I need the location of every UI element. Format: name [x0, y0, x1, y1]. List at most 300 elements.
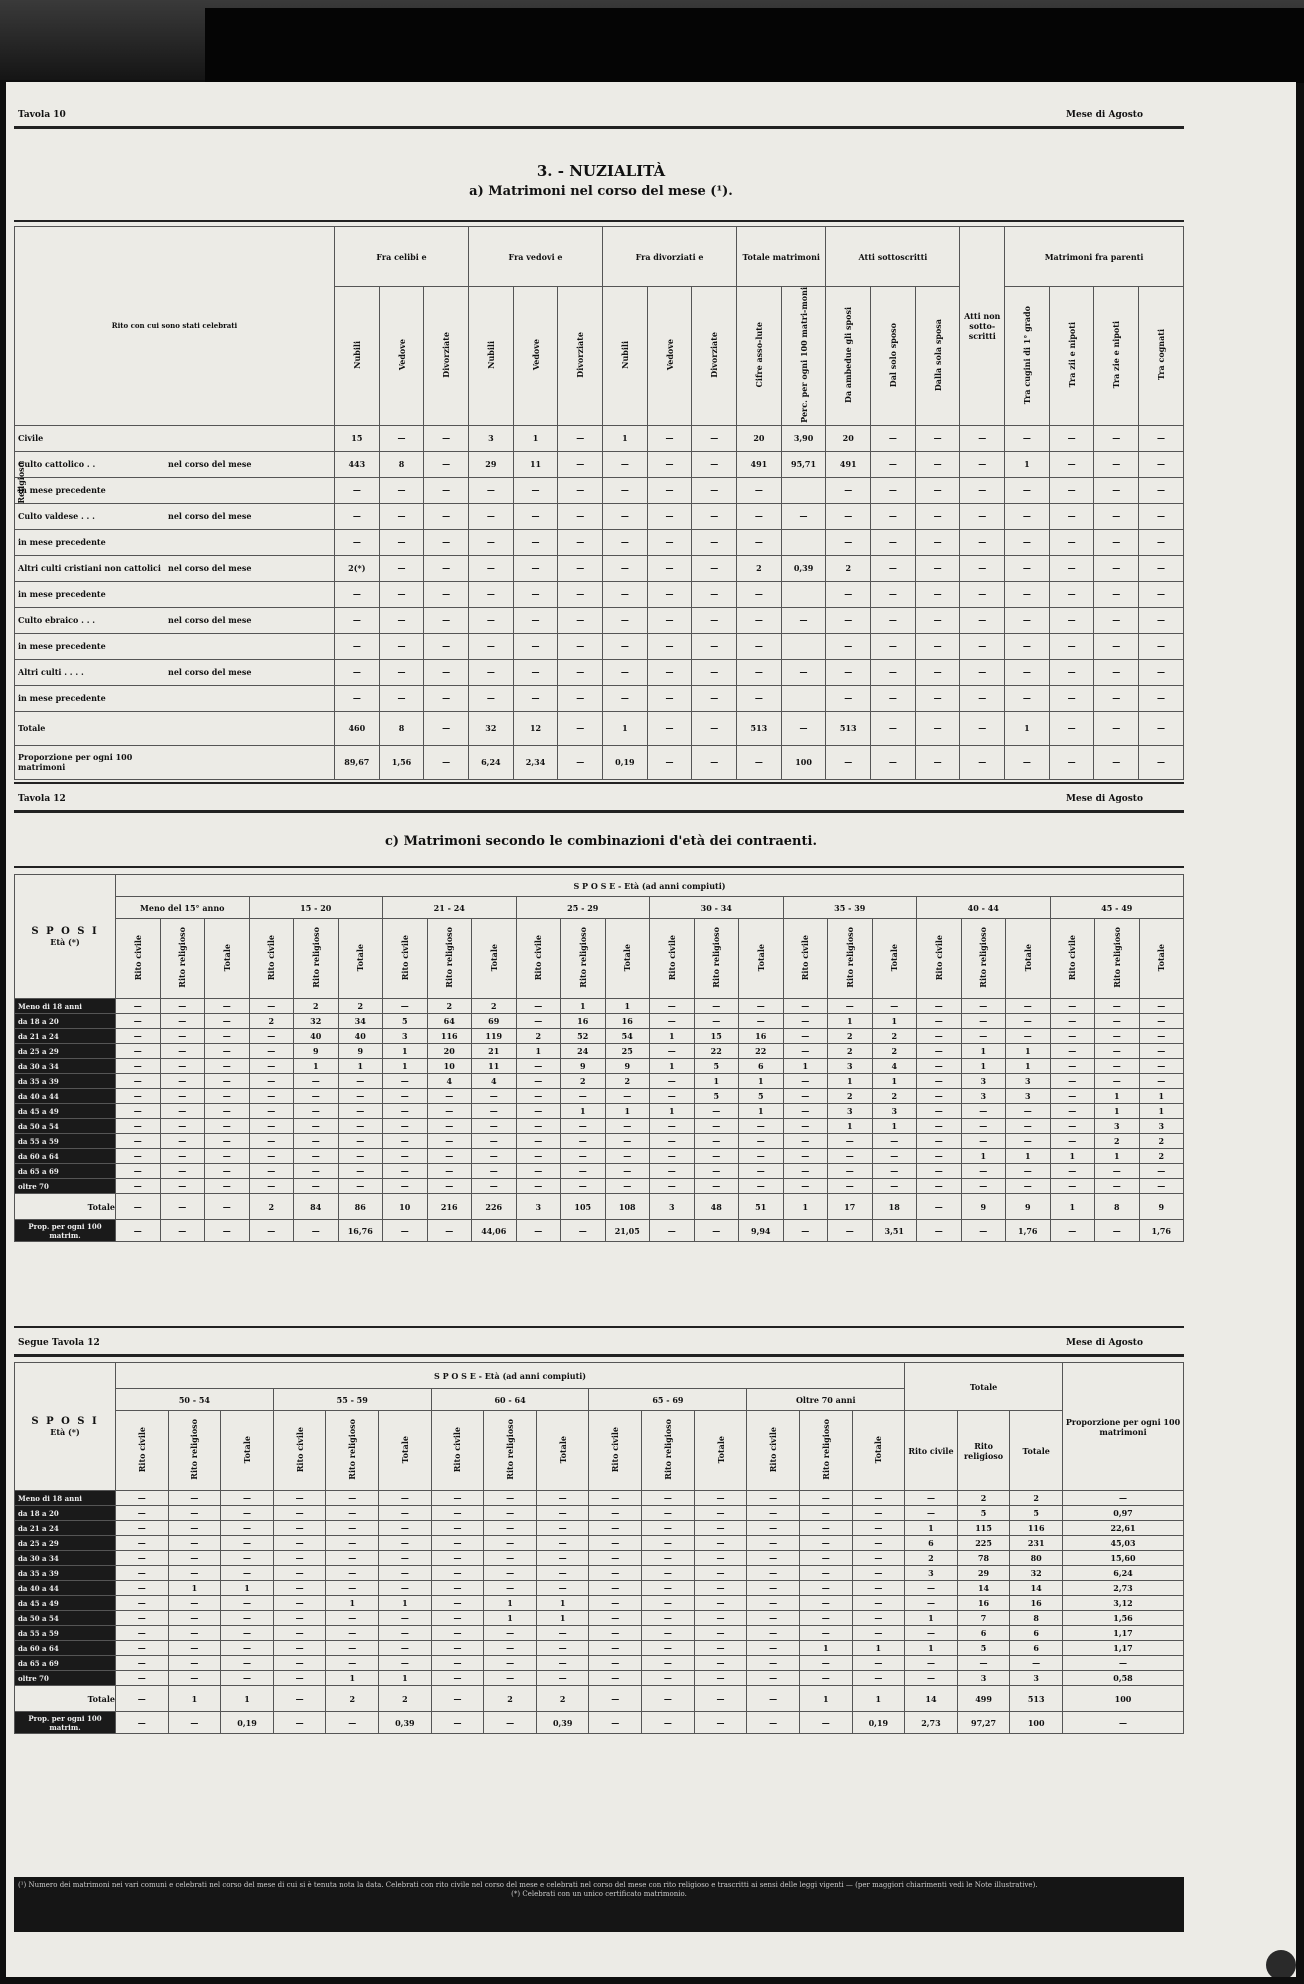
value-cell: —: [739, 1179, 784, 1194]
value-cell: —: [852, 1506, 905, 1521]
age-label: oltre 70: [15, 1179, 116, 1194]
value-cell: —: [469, 503, 514, 529]
column-header: Totale: [488, 943, 499, 972]
total-cell: 216: [427, 1194, 472, 1220]
value-cell: —: [960, 555, 1005, 581]
value-cell: —: [1139, 477, 1184, 503]
value-cell: —: [168, 1491, 221, 1506]
value-cell: —: [694, 999, 739, 1014]
value-cell: —: [424, 659, 469, 685]
age-label: da 65 a 69: [15, 1164, 116, 1179]
value-cell: 1: [828, 1014, 873, 1029]
value-cell: —: [872, 999, 917, 1014]
column-header: [872, 919, 917, 999]
header-row: [15, 1363, 1184, 1389]
value-cell: —: [1139, 1059, 1184, 1074]
column-header: [917, 919, 962, 999]
age-group-header: 15 - 20: [249, 897, 383, 919]
value-cell: —: [828, 999, 873, 1014]
column-header: [536, 1411, 589, 1491]
value-cell: —: [273, 1596, 326, 1611]
total-cell: —: [431, 1686, 484, 1712]
value-cell: —: [871, 633, 916, 659]
value-cell: —: [273, 1611, 326, 1626]
value-cell: —: [605, 1089, 650, 1104]
value-cell: —: [589, 1521, 642, 1536]
value-cell: 1: [221, 1581, 274, 1596]
value-cell: —: [783, 1089, 828, 1104]
value-cell: —: [694, 1641, 747, 1656]
value-cell: —: [647, 425, 692, 451]
value-cell: —: [694, 1536, 747, 1551]
value-cell: —: [273, 1566, 326, 1581]
value-cell: —: [783, 999, 828, 1014]
total-cell: 2: [379, 1686, 432, 1712]
proportion-cell: —: [799, 1712, 852, 1734]
value-cell: —: [1049, 451, 1094, 477]
value-cell: —: [379, 581, 424, 607]
value-cell: —: [536, 1536, 589, 1551]
value-cell: —: [221, 1566, 274, 1581]
value-cell: 7: [957, 1611, 1010, 1626]
value-cell: —: [1005, 555, 1050, 581]
value-cell: —: [692, 581, 737, 607]
value-cell: —: [852, 1536, 905, 1551]
column-header: [1049, 287, 1094, 426]
age-label: da 45 a 49: [15, 1596, 116, 1611]
total-cell: —: [694, 1686, 747, 1712]
column-header: [739, 919, 784, 999]
value-cell: —: [650, 1014, 695, 1029]
column-header: [561, 919, 606, 999]
value-cell: —: [536, 1641, 589, 1656]
value-cell: —: [694, 1596, 747, 1611]
value-cell: —: [249, 1164, 294, 1179]
column-header: [160, 919, 205, 999]
value-cell: —: [960, 529, 1005, 555]
table-row: [15, 1551, 1184, 1566]
value-cell: —: [273, 1536, 326, 1551]
value-cell: —: [1139, 1074, 1184, 1089]
column-header: Rito religioso: [177, 927, 188, 988]
value-cell: —: [694, 1521, 747, 1536]
value-cell: —: [516, 1104, 561, 1119]
total-cell: 17: [828, 1194, 873, 1220]
table-row: [15, 633, 1184, 659]
value-cell: 1: [168, 1581, 221, 1596]
column-header: Nubili: [619, 341, 630, 369]
value-cell: —: [1094, 451, 1139, 477]
value-cell: —: [589, 1581, 642, 1596]
column-header: [647, 287, 692, 426]
age-label: da 55 a 59: [15, 1134, 116, 1149]
value-cell: —: [917, 1089, 962, 1104]
total-cell: 3: [516, 1194, 561, 1220]
column-header: Totale: [889, 943, 900, 972]
rite-period: nel corso del mese: [168, 511, 252, 522]
value-cell: —: [1139, 1014, 1184, 1029]
value-cell: —: [783, 1029, 828, 1044]
value-cell: —: [516, 1164, 561, 1179]
value-cell: —: [116, 1536, 169, 1551]
rite-name: Culto cattolico . .: [18, 459, 96, 470]
value-cell: —: [558, 503, 603, 529]
value-cell: —: [431, 1626, 484, 1641]
value-cell: —: [294, 1119, 339, 1134]
value-cell: 1: [605, 999, 650, 1014]
column-header: [781, 287, 826, 426]
total-cell: 48: [694, 1194, 739, 1220]
proportion-cell: 0,19: [852, 1712, 905, 1734]
column-header: Rito religioso: [444, 927, 455, 988]
group-row: [15, 897, 1184, 919]
table-row: [15, 685, 1184, 711]
value-cell: —: [431, 1536, 484, 1551]
value-cell: —: [326, 1506, 379, 1521]
value-cell: —: [642, 1641, 695, 1656]
column-header: [205, 919, 250, 999]
value-cell: 2: [516, 1029, 561, 1044]
value-cell: —: [335, 581, 380, 607]
total-cell: 1: [783, 1194, 828, 1220]
proportion-cell: 9,94: [739, 1220, 784, 1242]
value-cell: —: [379, 1521, 432, 1536]
value-cell: —: [871, 503, 916, 529]
table-row: [15, 1536, 1184, 1551]
value-cell: —: [917, 1134, 962, 1149]
value-cell: —: [1095, 999, 1140, 1014]
value-cell: —: [826, 633, 871, 659]
document-page: [6, 82, 1296, 1977]
value-cell: —: [1094, 555, 1139, 581]
column-header: [335, 287, 380, 426]
value-cell: —: [647, 745, 692, 779]
value-cell: —: [739, 1014, 784, 1029]
value-cell: —: [603, 685, 648, 711]
proportion-label: Prop. per ogni 100 matrim.: [15, 1712, 116, 1734]
value-cell: —: [431, 1491, 484, 1506]
value-cell: —: [589, 1671, 642, 1686]
value-cell: —: [424, 607, 469, 633]
table-row: [15, 1119, 1184, 1134]
rule: [14, 782, 1184, 784]
value-cell: —: [747, 1656, 800, 1671]
value-cell: —: [917, 1074, 962, 1089]
table-number-left: Segue Tavola 12: [18, 1338, 100, 1348]
value-cell: —: [427, 1119, 472, 1134]
value-cell: —: [221, 1671, 274, 1686]
age-label: da 18 a 20: [15, 1014, 116, 1029]
total-cell: 1: [799, 1686, 852, 1712]
table-row: [15, 1656, 1184, 1671]
value-cell: —: [249, 1044, 294, 1059]
value-cell: 3: [957, 1671, 1010, 1686]
total-cell: 100: [1063, 1686, 1184, 1712]
value-cell: —: [917, 999, 962, 1014]
value-cell: —: [1050, 1089, 1095, 1104]
total-cell: 9: [961, 1194, 1006, 1220]
value-cell: —: [168, 1521, 221, 1536]
value-cell: —: [747, 1566, 800, 1581]
value-cell: 225: [957, 1536, 1010, 1551]
column-header: [294, 919, 339, 999]
value-cell: —: [871, 451, 916, 477]
total-cell: 8: [1095, 1194, 1140, 1220]
value-cell: —: [915, 607, 960, 633]
age-label: da 55 a 59: [15, 1626, 116, 1641]
value-cell: —: [1095, 1074, 1140, 1089]
value-cell: —: [536, 1521, 589, 1536]
value-cell: 1: [872, 1074, 917, 1089]
value-cell: —: [469, 529, 514, 555]
value-cell: —: [828, 1179, 873, 1194]
value-cell: —: [424, 581, 469, 607]
value-cell: 3: [1006, 1089, 1051, 1104]
table-row: [15, 1044, 1184, 1059]
value-cell: —: [427, 1104, 472, 1119]
value-cell: —: [917, 1059, 962, 1074]
value-cell: 6,24: [469, 745, 514, 779]
value-cell: —: [379, 503, 424, 529]
value-cell: —: [116, 1179, 161, 1194]
proportion-cell: —: [642, 1712, 695, 1734]
value-cell: 119: [472, 1029, 517, 1044]
value-cell: 1,56: [379, 745, 424, 779]
value-cell: —: [116, 1521, 169, 1536]
proportion-cell: 44,06: [472, 1220, 517, 1242]
value-cell: —: [205, 999, 250, 1014]
table-row: [15, 711, 1184, 745]
value-cell: —: [1050, 1119, 1095, 1134]
value-cell: 1: [872, 1119, 917, 1134]
value-cell: —: [915, 425, 960, 451]
column-header: Totale: [355, 943, 366, 972]
value-cell: —: [516, 1179, 561, 1194]
column-header: Rito civile: [666, 934, 677, 981]
value-cell: —: [516, 1119, 561, 1134]
value-cell: —: [1139, 999, 1184, 1014]
value-cell: —: [694, 1164, 739, 1179]
value-cell: —: [513, 581, 558, 607]
value-cell: —: [747, 1611, 800, 1626]
marriages-table: [14, 226, 1184, 780]
column-header: Rito civile: [452, 1426, 463, 1473]
value-cell: —: [1049, 503, 1094, 529]
value-cell: —: [961, 1134, 1006, 1149]
value-cell: 1: [326, 1671, 379, 1686]
value-cell: 2: [872, 1029, 917, 1044]
value-cell: —: [642, 1521, 695, 1536]
rite-label: [15, 425, 335, 451]
value-cell: —: [1139, 451, 1184, 477]
value-cell: —: [168, 1536, 221, 1551]
value-cell: —: [783, 1179, 828, 1194]
column-header: [603, 287, 648, 426]
rite-label: [15, 745, 335, 779]
subtitle-c: c) Matrimoni secondo le combinazioni d'età dei contraenti.: [385, 834, 817, 849]
table-row: [15, 1134, 1184, 1149]
value-cell: —: [1050, 1134, 1095, 1149]
value-cell: 1: [905, 1641, 958, 1656]
value-cell: —: [1095, 1029, 1140, 1044]
value-cell: —: [513, 503, 558, 529]
value-cell: —: [160, 999, 205, 1014]
value-cell: —: [799, 1536, 852, 1551]
value-cell: 0,58: [1063, 1671, 1184, 1686]
value-cell: 2: [905, 1551, 958, 1566]
total-cell: —: [160, 1194, 205, 1220]
column-header: [1094, 287, 1139, 426]
value-cell: —: [589, 1566, 642, 1581]
column-header: [737, 287, 782, 426]
value-cell: —: [960, 685, 1005, 711]
column-header: Dalla sola sposa: [932, 318, 943, 391]
total-cell: 18: [872, 1194, 917, 1220]
column-header: Rito religioso: [1111, 927, 1122, 988]
value-cell: —: [294, 1149, 339, 1164]
value-cell: —: [379, 1506, 432, 1521]
column-header: [338, 919, 383, 999]
proportion-cell: —: [484, 1712, 537, 1734]
value-cell: —: [692, 425, 737, 451]
proportion-cell: —: [1095, 1220, 1140, 1242]
value-cell: 1: [799, 1641, 852, 1656]
value-cell: 1: [1006, 1059, 1051, 1074]
value-cell: —: [872, 1149, 917, 1164]
value-cell: —: [427, 1134, 472, 1149]
value-cell: —: [737, 607, 782, 633]
value-cell: 9: [561, 1059, 606, 1074]
value-cell: —: [221, 1491, 274, 1506]
column-header: Totale: [399, 1435, 410, 1464]
value-cell: 1: [1139, 1089, 1184, 1104]
value-cell: —: [469, 659, 514, 685]
value-cell: 2(*): [335, 555, 380, 581]
value-cell: —: [1049, 607, 1094, 633]
value-cell: 1: [905, 1611, 958, 1626]
column-header: [605, 919, 650, 999]
value-cell: —: [273, 1671, 326, 1686]
value-cell: —: [1006, 1014, 1051, 1029]
value-cell: [781, 633, 826, 659]
value-cell: —: [558, 477, 603, 503]
age-label: da 45 a 49: [15, 1104, 116, 1119]
value-cell: —: [1094, 477, 1139, 503]
column-header: Rito civile: [610, 1426, 621, 1473]
value-cell: —: [694, 1566, 747, 1581]
value-cell: 22,61: [1063, 1521, 1184, 1536]
value-cell: —: [642, 1611, 695, 1626]
value-cell: —: [383, 1104, 428, 1119]
value-cell: —: [249, 1074, 294, 1089]
value-cell: —: [826, 477, 871, 503]
proportion-cell: 0,39: [379, 1712, 432, 1734]
column-header: Vedove: [664, 339, 675, 371]
total-label: Totale: [15, 1194, 116, 1220]
value-cell: —: [221, 1641, 274, 1656]
value-cell: —: [747, 1506, 800, 1521]
value-cell: —: [484, 1641, 537, 1656]
group-header: Fra vedovi e: [469, 227, 603, 287]
value-cell: 2: [1095, 1134, 1140, 1149]
value-cell: 95,71: [781, 451, 826, 477]
proportion-cell: 2,73: [905, 1712, 958, 1734]
column-header: Divorziate: [709, 332, 720, 378]
value-cell: 1: [379, 1671, 432, 1686]
value-cell: 21: [472, 1044, 517, 1059]
value-cell: —: [694, 1551, 747, 1566]
value-cell: [781, 529, 826, 555]
value-cell: —: [379, 1581, 432, 1596]
value-cell: —: [589, 1536, 642, 1551]
age-label: da 40 a 44: [15, 1581, 116, 1596]
value-cell: —: [1139, 1029, 1184, 1044]
total-cell: 9: [1006, 1194, 1051, 1220]
value-cell: —: [379, 425, 424, 451]
value-cell: —: [168, 1596, 221, 1611]
value-cell: —: [1063, 1656, 1184, 1671]
value-cell: 513: [826, 711, 871, 745]
value-cell: —: [871, 529, 916, 555]
column-header: Totale: [755, 943, 766, 972]
value-cell: —: [603, 581, 648, 607]
value-cell: —: [603, 503, 648, 529]
column-header: Divorziate: [575, 332, 586, 378]
value-cell: —: [513, 477, 558, 503]
value-cell: —: [961, 1014, 1006, 1029]
total-cell: 226: [472, 1194, 517, 1220]
column-header: Rito civile: [768, 1426, 779, 1473]
column-header: [427, 919, 472, 999]
table-row: [15, 1521, 1184, 1536]
value-cell: —: [379, 1641, 432, 1656]
column-header: Totale: [622, 943, 633, 972]
value-cell: 6: [957, 1626, 1010, 1641]
subtitle-a: a) Matrimoni nel corso del mese (¹).: [469, 184, 733, 199]
value-cell: —: [783, 1014, 828, 1029]
value-cell: —: [1094, 607, 1139, 633]
value-cell: —: [692, 711, 737, 745]
value-cell: —: [852, 1611, 905, 1626]
value-cell: —: [273, 1506, 326, 1521]
value-cell: —: [326, 1566, 379, 1581]
value-cell: 3: [828, 1104, 873, 1119]
rite-label: [15, 529, 335, 555]
value-cell: —: [915, 555, 960, 581]
proportion-cell: 0,39: [536, 1712, 589, 1734]
value-cell: —: [739, 1119, 784, 1134]
value-cell: 1: [379, 1596, 432, 1611]
value-cell: —: [221, 1626, 274, 1641]
value-cell: —: [747, 1626, 800, 1641]
value-cell: —: [116, 1551, 169, 1566]
value-cell: —: [326, 1641, 379, 1656]
value-cell: 6,24: [1063, 1566, 1184, 1581]
value-cell: 116: [1010, 1521, 1063, 1536]
value-cell: —: [1049, 529, 1094, 555]
value-cell: —: [647, 555, 692, 581]
value-cell: —: [826, 659, 871, 685]
value-cell: —: [558, 685, 603, 711]
value-cell: —: [905, 1656, 958, 1671]
value-cell: 2: [249, 1014, 294, 1029]
value-cell: 116: [427, 1029, 472, 1044]
value-cell: 2: [338, 999, 383, 1014]
value-cell: —: [642, 1566, 695, 1581]
value-cell: —: [484, 1491, 537, 1506]
total-cell: —: [917, 1194, 962, 1220]
rite-label: [15, 633, 335, 659]
